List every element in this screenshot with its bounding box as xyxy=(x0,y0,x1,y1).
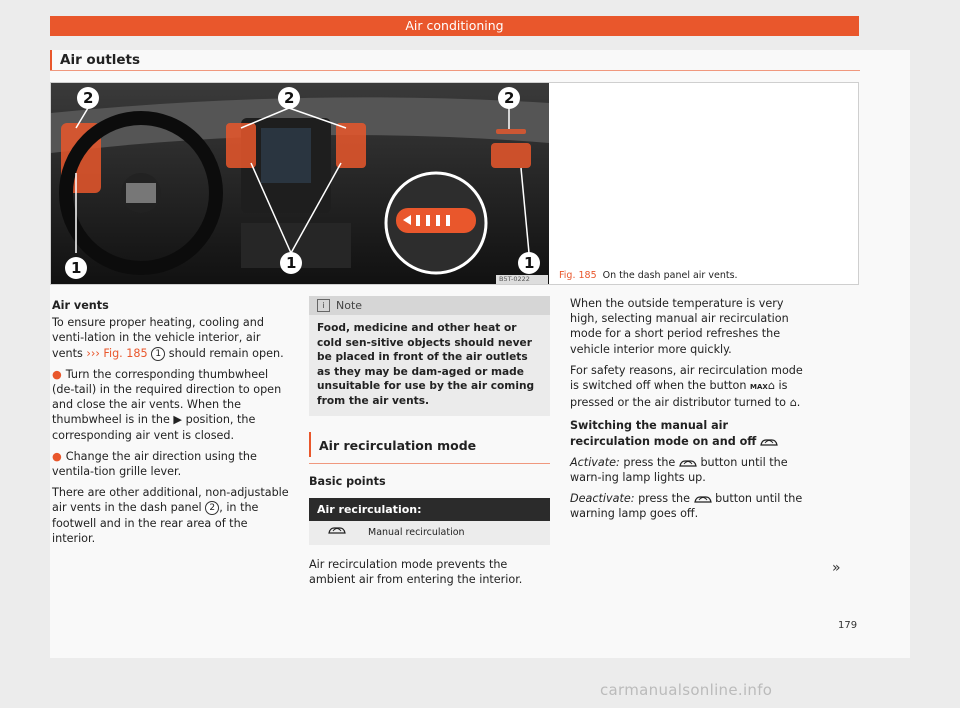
recirculation-table-header: Air recirculation: xyxy=(309,498,550,521)
recirculation-icon xyxy=(694,494,712,504)
callout-1-left: 1 xyxy=(71,259,82,277)
column-1 xyxy=(52,298,292,552)
callout-2-ref: 2 xyxy=(205,501,219,515)
basic-points-heading: Basic points xyxy=(309,475,386,489)
bullet-direction xyxy=(52,449,292,479)
recirculation-car-icon xyxy=(309,525,364,540)
table-row xyxy=(309,521,550,545)
deactivate-text-b: button until the warning lamp goes off. xyxy=(570,492,803,521)
callout-2-right: 2 xyxy=(504,89,515,107)
bullet-direction-text: Change the air direction using the ventila-tion grille lever. xyxy=(52,449,257,479)
photo-code: B5T-0222 xyxy=(499,275,530,283)
activate-label: Activate: xyxy=(570,455,620,469)
activate-text-a: press the xyxy=(623,455,676,469)
safety-text-a: For safety reasons, air recirculation mode is switched off when the button xyxy=(570,363,803,393)
recirculation-intro: Air recirculation mode prevents the ambient air from entering the interior. xyxy=(309,557,523,587)
bullet-thumbwheel-b: position, the corresponding air vent is closed. xyxy=(52,413,256,442)
bullet-thumbwheel-a: Turn the corresponding thumbwheel (de-tail) in the required direction to open and close the air vents. When the thumbwheel is in the xyxy=(52,367,282,427)
closed-position-icon: ▶ xyxy=(173,413,183,427)
fig-185-link[interactable]: ››› Fig. 185 xyxy=(86,346,148,360)
hot-weather-paragraph: When the outside temperature is very high, selecting manual air recirculation mode for a short period refreshes the vehicle interior more quickly. xyxy=(570,297,789,356)
activate-text-b: button until the warn-ing lamp lights up. xyxy=(570,455,788,485)
recirculation-icon xyxy=(760,437,778,447)
note-label: Note xyxy=(336,299,363,312)
deactivate-paragraph xyxy=(570,491,810,521)
switching-heading-text: Switching the manual air recirculation mode on and off xyxy=(570,419,757,448)
section-rule xyxy=(309,463,550,464)
bullet-icon: ● xyxy=(52,367,62,381)
switching-heading xyxy=(570,418,810,448)
recirculation-icon xyxy=(679,458,697,468)
column-2 xyxy=(309,296,550,593)
callout-1-ref: 1 xyxy=(151,347,165,361)
intro-text-a: To ensure proper heating, cooling and venti-lation in the vehicle interior, air vents xyxy=(52,316,264,360)
additional-vents-a: There are other additional, non-adjustable air vents in the dash panel xyxy=(52,486,289,515)
dashboard-photo xyxy=(51,83,549,284)
activate-paragraph xyxy=(570,455,810,485)
air-vents-heading: Air vents xyxy=(52,299,109,312)
note-box xyxy=(309,296,550,416)
additional-vents-b: , in the footwell and in the rear area of the interior. xyxy=(52,501,259,545)
bullet-thumbwheel xyxy=(52,367,292,443)
figure-caption-text: On the dash panel air vents. xyxy=(602,270,738,281)
note-text: Food, medicine and other heat or cold sen-sitive objects should never be placed in front of the air outlets as they may be dam-aged or made unsuitable for use by the air coming from the air vents. xyxy=(317,322,535,407)
note-icon: i xyxy=(317,299,330,312)
additional-vents xyxy=(52,485,292,546)
intro-text-b: should remain open. xyxy=(168,346,284,360)
callout-1-center: 1 xyxy=(286,254,297,272)
recirculation-section-title: Air recirculation mode xyxy=(309,432,550,457)
continue-marker: » xyxy=(832,560,841,576)
note-header xyxy=(309,296,550,315)
dashboard-illustration xyxy=(51,83,549,284)
column-3 xyxy=(570,296,810,528)
section-title: Air outlets xyxy=(50,50,140,70)
defrost-icon: ⌂ xyxy=(767,379,775,393)
callout-1-right: 1 xyxy=(524,254,535,272)
deactivate-text-a: press the xyxy=(638,492,690,506)
bullet-icon: ● xyxy=(52,449,62,463)
watermark: carmanualsonline.info xyxy=(600,681,773,699)
safety-text-b: is pressed or the air distributor turned to xyxy=(570,379,788,410)
title-rule xyxy=(50,70,860,71)
max-defrost-icon: MAX xyxy=(750,383,768,392)
safety-text-c: . xyxy=(796,396,801,410)
page-number: 179 xyxy=(838,620,858,631)
chapter-header: Air conditioning xyxy=(50,16,859,36)
deactivate-label: Deactivate: xyxy=(570,492,635,506)
manual-recirculation-label: Manual recirculation xyxy=(368,527,465,539)
figure-caption xyxy=(559,270,738,281)
callout-2-left: 2 xyxy=(83,89,94,107)
figure-185 xyxy=(50,82,859,285)
air-vents-intro xyxy=(52,315,292,361)
safety-paragraph xyxy=(570,363,810,411)
windscreen-icon: ⌂ xyxy=(789,396,797,410)
figure-number: Fig. 185 xyxy=(559,270,597,281)
callout-2-center: 2 xyxy=(284,89,295,107)
